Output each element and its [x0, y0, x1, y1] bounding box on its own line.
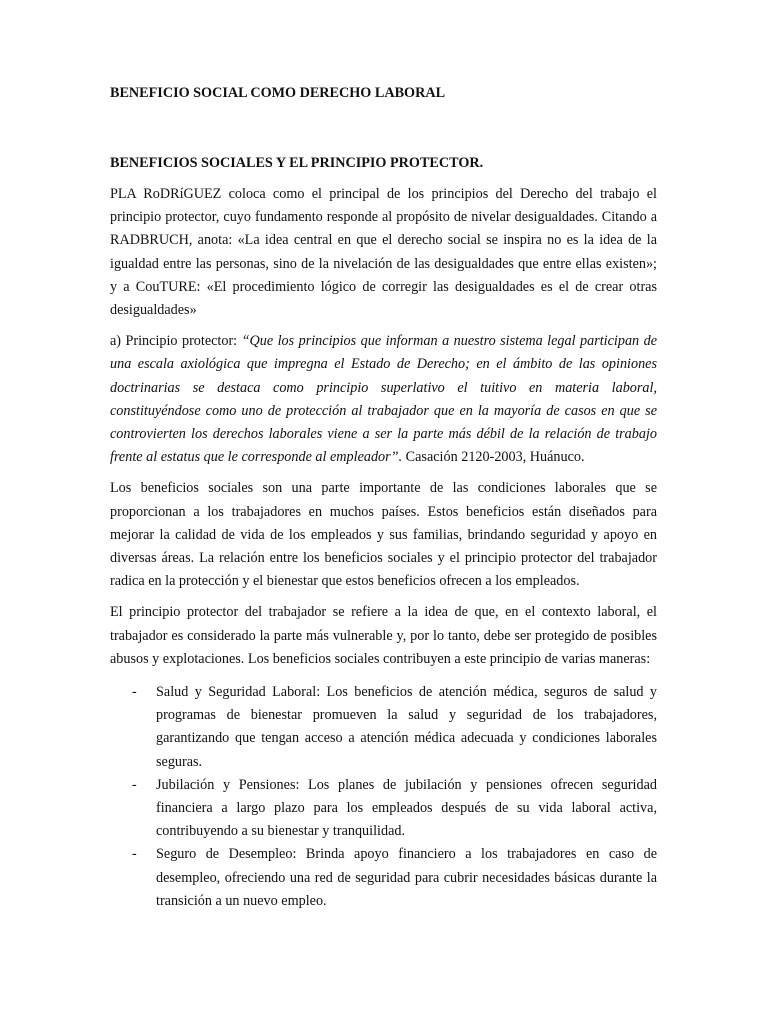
document-page [110, 82, 657, 913]
bullet-dash: - [132, 846, 137, 863]
list-item-jubilacion [110, 774, 657, 844]
bullet-dash: - [132, 684, 137, 701]
paragraph-pla-rodriguez: PLA RoDRíGUEZ coloca como el principal de los principios del Derecho del trabajo el principio protector, cuyo fundamento responde al propósito de nivelar desigualdades. Citando a RADBRUCH, anota: «La idea central en que el derecho social se inspira no es la idea de la igualdad entre las personas, sino de la nivelación de las desigualdades que entre ellas existen»; y a CouTURE: «El procedimiento lógico de corregir las desigualdades es el de crear otras desigualdades» [110, 186, 657, 319]
bullet-dash: - [132, 776, 137, 793]
paragraph-lead: a) Principio protector: [110, 333, 242, 350]
document-title: BENEFICIO SOCIAL COMO DERECHO LABORAL [110, 85, 446, 101]
list-item-text: Seguro de Desempleo: Brinda apoyo financiero a los trabajadores en caso de desempleo, ofreciendo una red de seguridad para cubrir necesidades básicas durante la transición a un nuevo empleo. [156, 846, 657, 909]
citation-casacion: Casación 2120-2003, Huánuco. [402, 449, 585, 466]
list-item-desempleo [110, 843, 657, 913]
list-item-salud [110, 681, 657, 774]
list-item-text: Jubilación y Pensiones: Los planes de jubilación y pensiones ofrecen seguridad financiera a largo plazo para los empleados después de su vida laboral activa, contribuyendo a su bienestar y tranquilidad. [156, 776, 657, 840]
section-heading: BENEFICIOS SOCIALES Y EL PRINCIPIO PROTECTOR. [110, 155, 484, 171]
paragraph-beneficios-sociales: Los beneficios sociales son una parte importante de las condiciones laborales que se proporcionan a los trabajadores en muchos países. Estos beneficios están diseñados para mejorar la calidad de vida de los empleados y sus familias, brindando seguridad y apoyo en diversas áreas. La relación entre los beneficios sociales y el principio protector del trabajador radica en la protección y el bienestar que estos beneficios ofrecen a los empleados. [110, 480, 657, 590]
list-item-text: Salud y Seguridad Laboral: Los beneficios de atención médica, seguros de salud y programas de bienestar promueven la salud y seguridad de los trabajadores, garantizando que tengan acceso a atención médica adecuada y condiciones laborales seguras. [156, 684, 657, 770]
paragraph-principio-protector [110, 330, 657, 469]
paragraph-principio-trabajador: El principio protector del trabajador se refiere a la idea de que, en el contexto laboral, el trabajador es considerado la parte más vulnerable y, por lo tanto, debe ser protegido de posibles abusos y explotaciones. Los beneficios sociales contribuyen a este principio de varias maneras: [110, 604, 657, 667]
benefits-list [110, 681, 657, 913]
quote-casacion: “Que los principios que informan a nuestro sistema legal participan de una escala axiológica que impregna el Estado de Derecho; en el ámbito de las opiniones doctrinarias se destaca como principio superlativo el tuitivo en materia laboral, constituyéndose como uno de protección al trabajador que en la mayoría de casos en que se controvierten los derechos laborales viene a ser la parte más débil de la relación de trabajo frente al estatus que le corresponde al empleador”. [110, 333, 657, 466]
